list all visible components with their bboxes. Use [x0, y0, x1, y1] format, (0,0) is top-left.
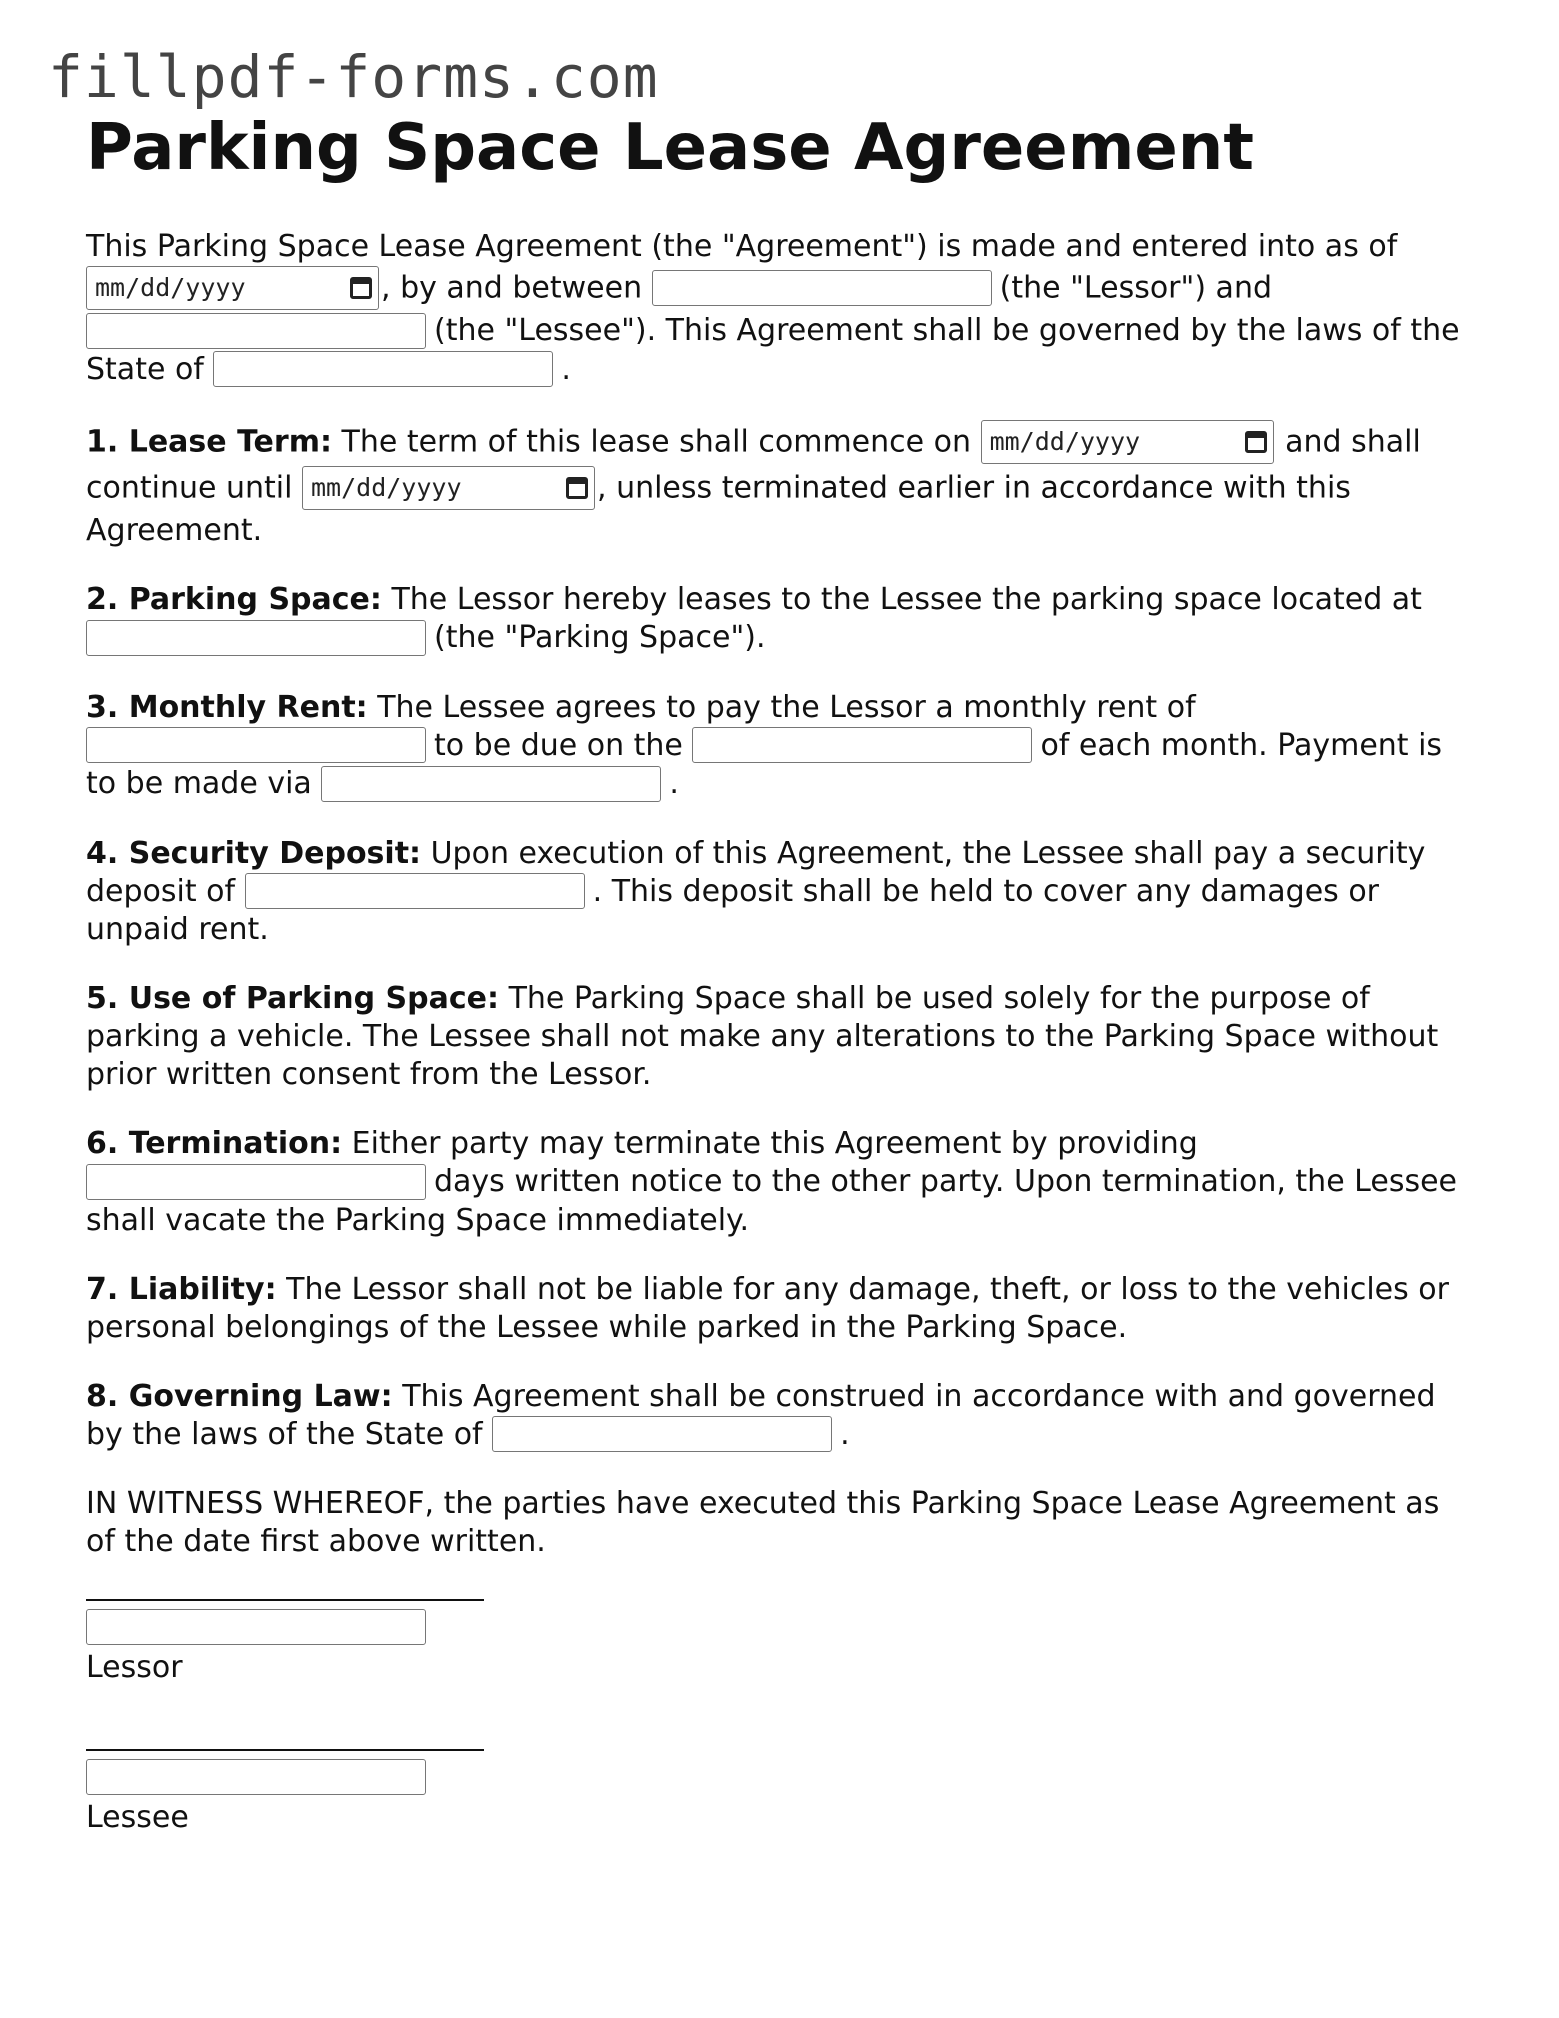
intro-text-2: , by and between — [381, 270, 643, 306]
intro-text-4: (the "Lessee"). This Agreement shall be governed by the laws of the State of — [86, 313, 1460, 387]
agreement-document — [86, 108, 1476, 1837]
calendar-icon[interactable] — [1245, 431, 1267, 453]
intro-text-5: . — [561, 351, 571, 387]
lease-start-date-input[interactable] — [981, 420, 1274, 464]
section-text: The term of this lease shall commence on — [341, 424, 972, 460]
calendar-icon[interactable] — [350, 277, 372, 299]
witness-paragraph: IN WITNESS WHEREOF, the parties have executed this Parking Space Lease Agreement as of the date first above written. — [86, 1486, 1440, 1559]
section-governing-law — [86, 1378, 1476, 1455]
section-heading: 6. Termination: — [86, 1126, 343, 1161]
section-use-of-parking — [86, 980, 1476, 1094]
lessor-name-input[interactable] — [652, 270, 992, 306]
section-heading: 5. Use of Parking Space: — [86, 981, 500, 1016]
governing-law-state-input[interactable] — [492, 1416, 832, 1452]
section-heading: 2. Parking Space: — [86, 582, 382, 617]
intro-text-3: (the "Lessor") and — [999, 270, 1272, 306]
intro-text-1: This Parking Space Lease Agreement (the "Agreement") is made and entered into as of — [86, 229, 1398, 264]
section-text: . — [669, 766, 679, 801]
lessor-signature-block — [86, 1599, 1476, 1687]
section-text: The Lessor shall not be liable for any damage, theft, or loss to the vehicles or personal belongings of the Lessee while parked in the Parking Space. — [86, 1271, 1449, 1345]
section-text: The Lessee agrees to pay the Lessor a monthly rent of — [377, 689, 1196, 725]
document-title: Parking Space Lease Agreement — [86, 111, 1254, 185]
section-heading: 3. Monthly Rent: — [86, 689, 368, 725]
watermark-logo: fillpdf-forms.com — [48, 43, 659, 111]
payment-method-input[interactable] — [321, 766, 661, 802]
section-heading: 8. Governing Law: — [86, 1378, 393, 1414]
section-heading: 1. Lease Term: — [86, 424, 332, 460]
section-heading: 7. Liability: — [86, 1271, 277, 1307]
notice-days-input[interactable] — [86, 1164, 426, 1200]
governing-state-input[interactable] — [213, 351, 553, 387]
parking-location-input[interactable] — [86, 620, 426, 656]
section-text: The Lessor hereby leases to the Lessee the parking space located at — [391, 582, 1422, 617]
intro-paragraph — [86, 228, 1476, 389]
section-liability — [86, 1271, 1476, 1347]
section-text: . — [840, 1416, 850, 1452]
section-text: and shall continue until — [86, 424, 1421, 506]
lease-end-date-input[interactable] — [302, 466, 595, 510]
section-text: Either party may terminate this Agreement by providing — [351, 1126, 1198, 1161]
lessor-label: Lessor — [86, 1650, 183, 1685]
section-heading: 4. Security Deposit: — [86, 835, 422, 871]
section-termination — [86, 1125, 1476, 1240]
deposit-amount-input[interactable] — [245, 873, 585, 909]
signature-line — [86, 1599, 484, 1601]
section-text: of each month. Payment is to be made via — [86, 727, 1443, 801]
section-text: Upon execution of this Agreement, the Lessee shall pay a security deposit of — [86, 835, 1426, 909]
section-text: , unless terminated earlier in accordance with this Agreement. — [86, 470, 1351, 548]
section-text: (the "Parking Space"). — [434, 620, 766, 655]
section-lease-term — [86, 420, 1476, 550]
section-text: This Agreement shall be construed in accordance with and governed by the laws of the State of — [86, 1378, 1436, 1452]
lessee-signature-block — [86, 1749, 1476, 1837]
date-placeholder: mm/dd/yyyy — [989, 427, 1141, 456]
section-text: days written notice to the other party. Upon termination, the Lessee shall vacate the Parking Space immediately. — [86, 1164, 1458, 1238]
rent-amount-input[interactable] — [86, 727, 426, 763]
lessor-signature-input[interactable] — [86, 1609, 426, 1645]
signature-line — [86, 1749, 484, 1751]
lessee-name-input[interactable] — [86, 313, 426, 349]
section-text: . This deposit shall be held to cover any damages or unpaid rent. — [86, 873, 1380, 947]
section-parking-space — [86, 581, 1476, 658]
section-security-deposit — [86, 835, 1476, 950]
calendar-icon[interactable] — [566, 477, 588, 499]
section-text: to be due on the — [434, 727, 683, 763]
agreement-date-input[interactable] — [86, 266, 379, 310]
date-placeholder: mm/dd/yyyy — [95, 273, 246, 302]
section-monthly-rent — [86, 689, 1476, 804]
date-placeholder: mm/dd/yyyy — [311, 473, 462, 502]
lessee-signature-input[interactable] — [86, 1759, 426, 1795]
section-text: The Parking Space shall be used solely for the purpose of parking a vehicle. The Lessee shall not make any alterations to the Parking Space without prior written consent from the Lessor. — [86, 981, 1439, 1092]
rent-due-day-input[interactable] — [692, 727, 1032, 763]
lessee-label: Lessee — [86, 1800, 189, 1835]
